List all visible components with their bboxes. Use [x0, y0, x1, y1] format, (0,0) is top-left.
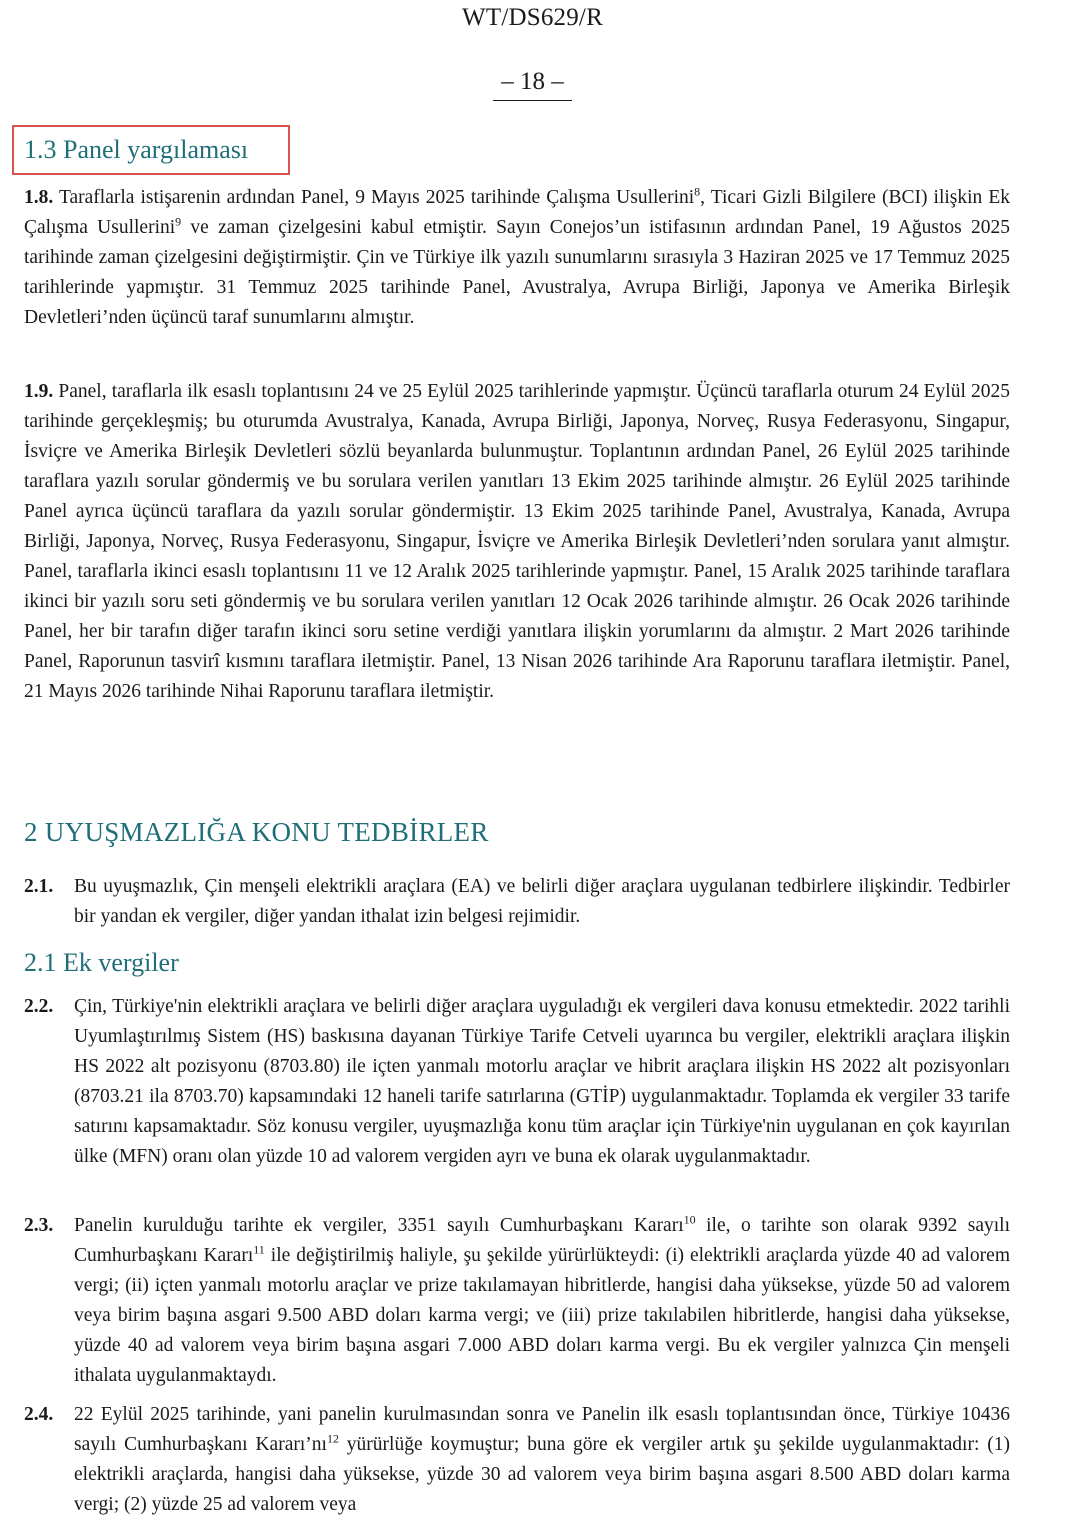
paragraph-text: 22 Eylül 2025 tarihinde, yani panelin kurulmasından sonra ve Panelin ilk esaslı toplantısından önce, Türkiye 10436 sayılı Cumhurbaşkanı Kararı’nı [74, 1404, 1010, 1455]
paragraph-number: 2.2. [24, 996, 54, 1017]
page-number [0, 68, 1065, 101]
paragraph-text: , Ticari Gizli Bilgilere (BCI) ilişkin Ek Çalışma Usullerini [24, 187, 1010, 238]
section-heading-2: 2 UYUŞMAZLIĞA KONU TEDBİRLER [24, 817, 489, 847]
paragraph-number: 2.1. [24, 876, 54, 897]
footnote-ref-12[interactable]: 12 [326, 1431, 339, 1446]
paragraph-number: 1.8. [24, 187, 54, 208]
paragraph-2-2 [24, 992, 1010, 1172]
paragraph-number: 2.3. [24, 1215, 54, 1236]
paragraph-text: Taraflarla istişarenin ardından Panel, 9 Mayıs 2025 tarihinde Çalışma Usullerini [53, 187, 695, 208]
paragraph-text: Panelin kurulduğu tarihte ek vergiler, 3351 sayılı Cumhurbaşkanı Kararı [74, 1215, 684, 1236]
paragraph-2-1 [24, 872, 1010, 932]
footnote-ref-10[interactable]: 10 [683, 1212, 696, 1227]
paragraph-text: ile değiştirilmiş haliyle, şu şekilde yürürlükteydi: (i) elektrikli araçlarda yüzde 40 ad valorem vergi; (ii) içten yanmalı motorlu araçlar ve prize takılamayan hibritlerde, hangisi daha yüksekse, yüzde 50 ad valorem veya birim başına asgari 9.500 ABD doları karma vergi; ve (iii) prize takılabilen hibritlerde, hangisi daha yüksekse, yüzde 40 ad valorem veya birim başına asgari 7.000 ABD doları karma vergi. Bu ek vergiler yalnızca Çin menşeli ithalata uygulanmaktaydı. [74, 1245, 1010, 1386]
paragraph-text: Panel, taraflarla ilk esaslı toplantısını 24 ve 25 Eylül 2025 tarihlerinde yapmıştır. Üçüncü taraflarla oturum 24 Eylül 2025 tarihinde gerçekleşmiş; bu oturumda Avustralya, Kanada, Avrupa Birliği, Japonya, Norveç, Rusya Federasyonu, Singapur, İsviçre ve Amerika Birleşik Devletleri sözlü beyanlarda bulunmuştur. Toplantının ardından Panel, 26 Eylül 2025 tarihinde taraflara yazılı sorular göndermiş ve bu sorulara verilen yanıtları 13 Ekim 2025 tarihinde almıştır. 26 Eylül 2025 tarihinde Panel ayrıca üçüncü taraflara da yazılı sorular göndermiştir. 13 Ekim 2025 tarihinde Panel, Avustralya, Kanada, Avrupa Birliği, Japonya, Norveç, Rusya Federasyonu, Singapur, İsviçre ve Amerika Birleşik Devletleri’nden sorulara yanıt almıştır. Panel, taraflarla ikinci esaslı toplantısını 11 ve 12 Aralık 2025 tarihlerinde yapmıştır. Panel, 15 Aralık 2025 tarihinde taraflara ikinci bir yazılı soru seti göndermiş ve bu sorulara verilen yanıtları 12 Ocak 2026 tarihinde almıştır. 26 Ocak 2026 tarihinde Panel, her bir tarafın diğer tarafın ikinci soru setine verdiği yanıtlara ilişkin yorumlarını da almıştır. 2 Mart 2026 tarihinde Panel, Raporunun tasvirî kısmını taraflara iletmiştir. Panel, 13 Nisan 2026 tarihinde Ara Raporunu taraflara iletmiştir. Panel, 21 Mayıs 2026 tarihinde Nihai Raporunu taraflara iletmiştir. [24, 381, 1010, 702]
page-number-label: – 18 – [493, 68, 572, 101]
paragraph-1-9 [24, 377, 1010, 707]
paragraph-2-4 [24, 1400, 1010, 1520]
paragraph-text: ile, o tarihte son olarak 9392 sayılı Cumhurbaşkanı Kararı [74, 1215, 1010, 1266]
paragraph-2-3 [24, 1211, 1010, 1391]
paragraph-text: Bu uyuşmazlık, Çin menşeli elektrikli araçlara (EA) ve belirli diğer araçlara uygulanan tedbirlere ilişkindir. Tedbirler bir yandan ek vergiler, diğer yandan ithalat izin belgesi rejimidir. [74, 876, 1010, 927]
section-heading-1-3: 1.3 Panel yargılaması [12, 125, 290, 175]
footnote-ref-8[interactable]: 8 [694, 184, 701, 199]
paragraph-text: yürürlüğe koymuştur; buna göre ek vergiler artık şu şekilde uygulanmaktadır: (1) elektrikli araçlarda, hangisi daha yüksekse, yüzde 30 ad valorem veya birim başına asgari 8.500 ABD doları karma vergi; (2) yüzde 25 ad valorem veya [74, 1434, 1010, 1515]
document-symbol: WT/DS629/R [462, 4, 603, 31]
paragraph-1-8 [24, 183, 1010, 333]
paragraph-number: 1.9. [24, 381, 54, 402]
paragraph-text: Çin, Türkiye'nin elektrikli araçlara ve belirli diğer araçlara uyguladığı ek vergileri dava konusu etmektedir. 2022 tarihli Uyumlaştırılmış Sistem (HS) baskısına dayanan Türkiye Tarife Cetveli uyarınca bu vergiler, elektrikli araçlara ilişkin HS 2022 alt pozisyonu (8703.80) ile içten yanmalı motorlu araçlar ve hibrit araçlara ilişkin HS 2022 alt pozisyonları (8703.21 ila 8703.70) kapsamındaki 12 haneli tarife satırlarına (GTİP) uygulanmaktadır. Toplamda ek vergiler 33 tarife satırını kapsamaktadır. Söz konusu vergiler, uyuşmazlığa konu tüm araçlar için Türkiye'nin uygulanan en çok kayırılan ülke (MFN) oranı olan yüzde 10 ad valorem vergiden ayrı ve buna ek olarak uygulanmaktadır. [74, 996, 1010, 1167]
section-heading-2-1: 2.1 Ek vergiler [24, 948, 179, 977]
footnote-ref-9[interactable]: 9 [175, 214, 182, 229]
paragraph-number: 2.4. [24, 1404, 54, 1425]
paragraph-text: ve zaman çizelgesini kabul etmiştir. Sayın Conejos’un istifasının ardından Panel, 19 Ağustos 2025 tarihinde zaman çizelgesini değiştirmiştir. Çin ve Türkiye ilk yazılı sunumlarını sırasıyla 3 Haziran 2025 ve 17 Temmuz 2025 tarihlerinde yapmıştır. 31 Temmuz 2025 tarihinde Panel, Avustralya, Avrupa Birliği, Japonya ve Amerika Birleşik Devletleri’nden üçüncü taraf sunumlarını almıştır. [24, 217, 1010, 328]
footnote-ref-11[interactable]: 11 [253, 1242, 265, 1257]
